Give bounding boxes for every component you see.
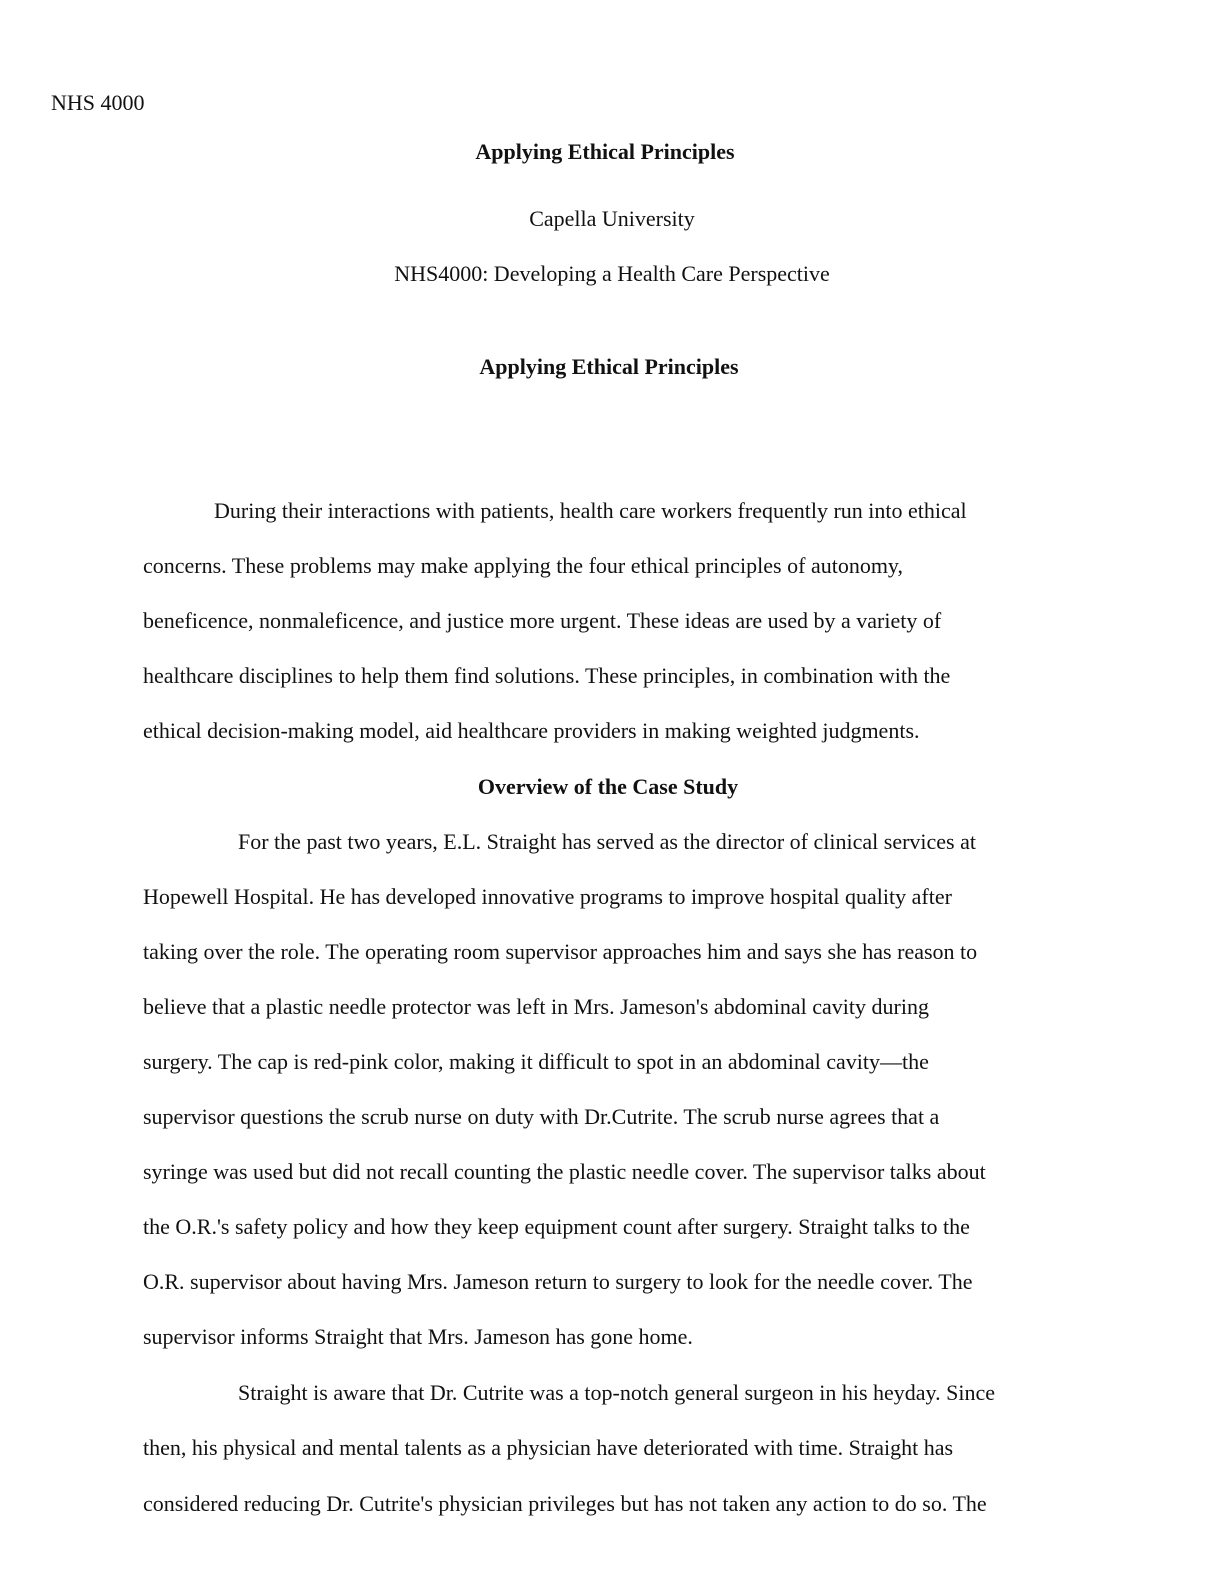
intro-line: healthcare disciplines to help them find solutions. These principles, in combination with the [143, 663, 951, 688]
paragraph-line: Straight is aware that Dr. Cutrite was a top-notch general surgeon in his heyday. Since [238, 1380, 995, 1405]
paragraph-line: then, his physical and mental talents as a physician have deteriorated with time. Straight has [143, 1435, 954, 1460]
intro-line: beneficence, nonmaleficence, and justice more urgent. These ideas are used by a variety of [143, 608, 942, 633]
paragraph-line: considered reducing Dr. Cutrite's physician privileges but has not taken any action to do so. The [143, 1491, 987, 1516]
paragraph-line: surgery. The cap is red-pink color, making it difficult to spot in an abdominal cavity—the [143, 1049, 929, 1074]
body-title: Applying Ethical Principles [479, 354, 739, 379]
course-name: NHS4000: Developing a Health Care Perspective [394, 261, 830, 286]
paragraph-line: O.R. supervisor about having Mrs. Jameson return to surgery to look for the needle cover. The [143, 1269, 973, 1294]
paragraph-line: For the past two years, E.L. Straight has served as the director of clinical services at [238, 829, 976, 854]
running-head: NHS 4000 [51, 90, 145, 115]
institution-name: Capella University [529, 206, 695, 231]
paragraph-line: supervisor informs Straight that Mrs. Jameson has gone home. [143, 1324, 693, 1349]
intro-line: concerns. These problems may make applying the four ethical principles of autonomy, [143, 553, 903, 578]
section-heading: Overview of the Case Study [477, 774, 739, 799]
paragraph-line: the O.R.'s safety policy and how they keep equipment count after surgery. Straight talks to the [143, 1214, 970, 1239]
intro-line: During their interactions with patients, health care workers frequently run into ethical [214, 498, 967, 523]
paragraph-line: taking over the role. The operating room supervisor approaches him and says she has reason to [143, 939, 978, 964]
paragraph-line: supervisor questions the scrub nurse on duty with Dr.Cutrite. The scrub nurse agrees that a [143, 1104, 940, 1129]
paragraph-line: believe that a plastic needle protector was left in Mrs. Jameson's abdominal cavity during [143, 994, 929, 1019]
paragraph-line: Hopewell Hospital. He has developed innovative programs to improve hospital quality after [143, 884, 952, 909]
intro-line: ethical decision-making model, aid healthcare providers in making weighted judgments. [143, 718, 920, 743]
paper-title: Applying Ethical Principles [475, 139, 735, 164]
paragraph-line: syringe was used but did not recall counting the plastic needle cover. The supervisor talks about [143, 1159, 986, 1184]
